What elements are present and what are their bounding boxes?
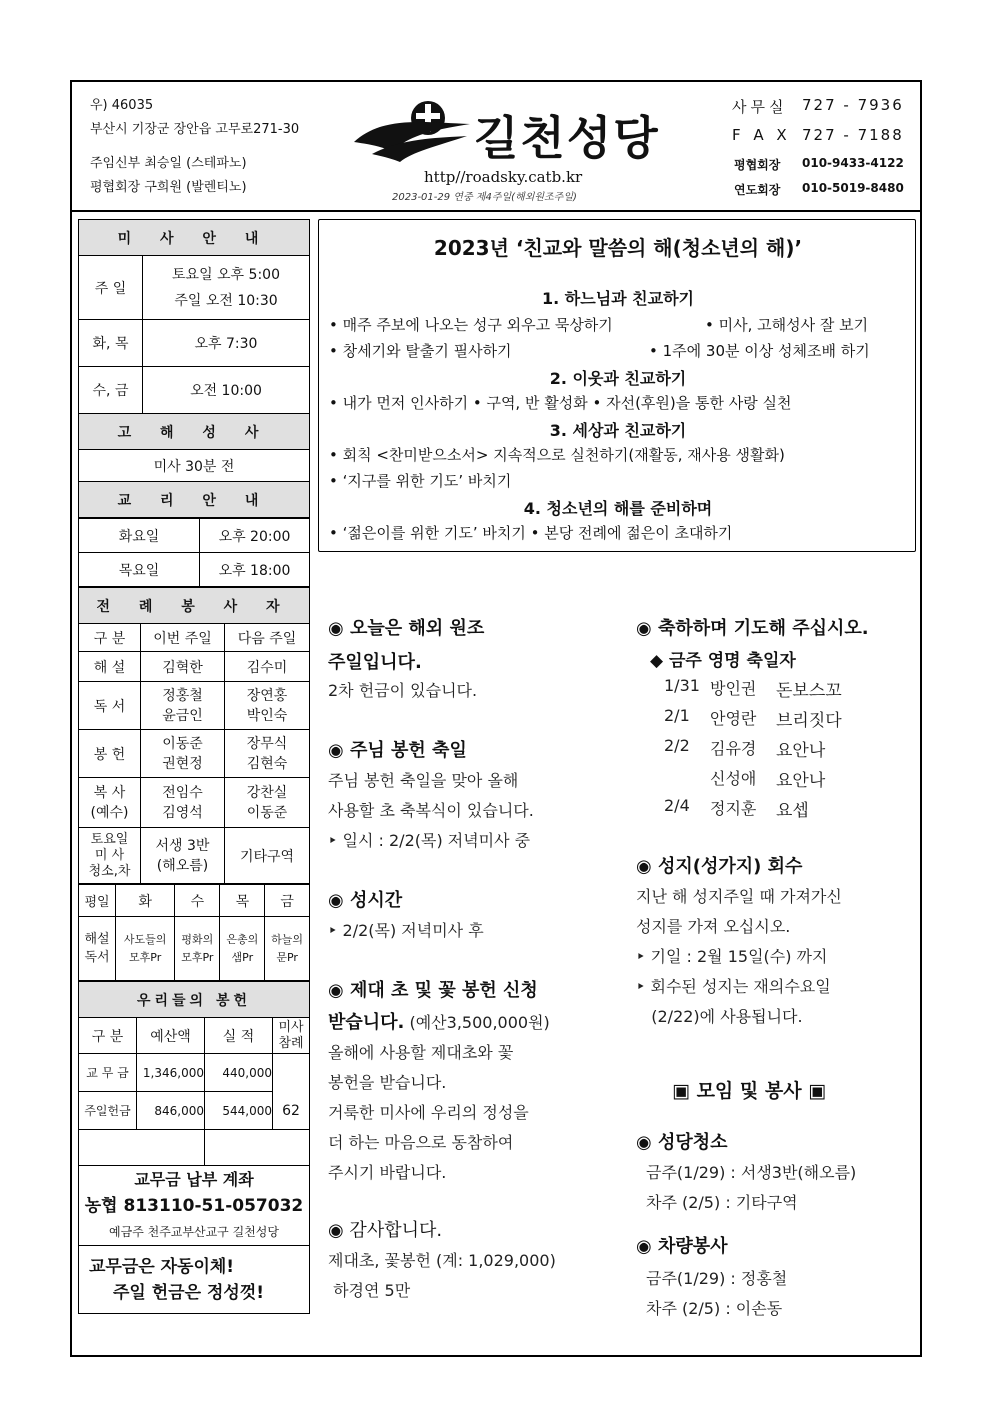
notice-line: 주일 헌금은 정성껏!	[113, 1282, 264, 1303]
presentation-line: 주님 봉헌 축일을 맞아 올해	[328, 771, 519, 790]
confession-text: 미사 30분 전	[79, 450, 310, 482]
theme-item: • 내가 먼저 인사하기 • 구역, 반 활성화 • 자선(후원)을 통한 사랑 실천	[329, 394, 792, 412]
weekday-head: 평일	[79, 885, 116, 917]
fax-label: F A X	[732, 126, 791, 144]
presentation-line: 사용할 초 축복식이 있습니다.	[328, 801, 534, 820]
candle-flower-line: 올해에 사용할 제대초와 꽃	[328, 1043, 514, 1062]
account-holder: 예금주 천주교부산교구 길천성당	[109, 1224, 279, 1239]
mass-time: 토요일 오후 5:00	[172, 266, 280, 283]
theme-section: 1. 하느님과 친교하기	[542, 289, 694, 308]
candle-flower-budget: (예산3,500,000원)	[409, 1013, 550, 1032]
liturgy-this: 서생 3반 (해오름)	[141, 828, 225, 884]
mass-time: 오후 7:30	[143, 320, 310, 367]
offering-budget: 1,346,000	[137, 1054, 205, 1092]
liturgy-next: 장연홍 박인숙	[225, 682, 310, 730]
weekday-val: 사도들의 모후Pr	[116, 917, 175, 981]
attendance: 62	[273, 1054, 310, 1130]
candle-flower-line: 더 하는 마음으로 동참하여	[328, 1133, 514, 1152]
mass-title: 미 사 안 내	[79, 220, 310, 256]
feast-saint: 요안나	[776, 741, 826, 761]
account-title: 교무금 납부 계좌	[134, 1169, 254, 1189]
liturgy-role: 토요일 미 사 청소,차	[79, 828, 141, 884]
theme-section: 4. 청소년의 해를 준비하며	[523, 499, 713, 518]
candle-flower-title: ◉ 제대 초 및 꽃 봉헌 신청	[328, 980, 538, 1001]
feast-date: 2/2	[664, 736, 690, 755]
feast-name: 안영란	[710, 709, 757, 728]
liturgy-role: 봉 헌	[79, 730, 141, 778]
theme-item: • 회칙 <찬미받으소서> 지속적으로 실천하기(재활동, 재사용 생활화)	[329, 446, 785, 464]
year-theme-box	[318, 219, 916, 552]
bulletin-page	[70, 80, 922, 1357]
presentation-feast-title: ◉ 주님 봉헌 축일	[328, 740, 467, 761]
offering-label: 교 무 금	[79, 1054, 137, 1092]
candle-flower-title-2	[328, 1008, 550, 1034]
palm-return-line: 지난 해 성지주일 때 가져가신	[636, 887, 842, 906]
mass-times	[143, 256, 310, 320]
offering-actual: 544,000	[205, 1092, 273, 1130]
liturgy-head: 이번 주일	[141, 624, 225, 652]
theme-item: • 1주에 30분 이상 성체조배 하기	[649, 342, 870, 360]
mass-schedule-table	[78, 219, 310, 518]
autopay-notice	[79, 1246, 310, 1314]
presentation-line: ‣ 일시 : 2/2(목) 저녁미사 중	[328, 831, 531, 850]
thanks-line: 제대초, 꽃봉헌 (계: 1,029,000)	[328, 1251, 556, 1270]
feast-date: 2/4	[664, 796, 690, 815]
offering-title: 우리들의 봉헌	[79, 982, 310, 1018]
theme-item: • ‘지구를 위한 기도’ 바치기	[329, 472, 512, 490]
liturgy-role: 복 사 (예수)	[79, 778, 141, 828]
liturgy-this: 전임수 김영석	[141, 778, 225, 828]
feast-name: 신성애	[710, 769, 757, 788]
website-url[interactable]: http//roadsky.catb.kr	[424, 168, 583, 186]
feast-saint: 요셉	[776, 801, 809, 821]
offering-head: 구 분	[79, 1018, 137, 1054]
council-president: 평협회장 구희원 (발렌티노)	[90, 180, 247, 195]
weekday-val: 은총의 샘Pr	[220, 917, 265, 981]
weekday-head: 목	[220, 885, 265, 917]
feast-name: 정지훈	[710, 799, 757, 818]
feast-saint: 브리짓다	[776, 711, 842, 731]
district-label: 연도회장	[734, 183, 781, 197]
theme-item: • 미사, 고해성사 잘 보기	[705, 316, 869, 334]
theme-item: • 창세기와 탈출기 필사하기	[329, 342, 512, 360]
feast-date: 1/31	[664, 676, 700, 695]
weekday-label: 해설 독서	[79, 917, 116, 981]
issue-date: 2023-01-29 연중 제4주일(해외원조주일)	[392, 192, 577, 203]
church-logo-icon	[352, 94, 472, 166]
weekday-head: 수	[175, 885, 220, 917]
weekday-head: 화	[116, 885, 175, 917]
liturgy-title: 전 례 봉 사 자	[79, 588, 310, 624]
theme-item: • 매주 주보에 나오는 성구 외우고 묵상하기	[329, 316, 613, 334]
office-phone: 727 - 7936	[802, 96, 904, 114]
mass-time: 주일 오전 10:30	[174, 292, 278, 309]
fax-phone: 727 - 7188	[802, 126, 904, 144]
cleaning-title: ◉ 성당청소	[636, 1132, 728, 1153]
offering-actual: 440,000	[205, 1054, 273, 1092]
mass-time: 오전 10:00	[143, 367, 310, 414]
office-label: 사무실	[732, 98, 788, 116]
notice-line: 교무금은 자동이체!	[89, 1256, 235, 1277]
cleaning-line: 차주 (2/5) : 기타구역	[646, 1193, 798, 1212]
overseas-aid-title-2: 주일입니다.	[328, 652, 422, 673]
liturgy-table	[78, 587, 310, 884]
palm-return-line: (2/22)에 사용됩니다.	[636, 1007, 803, 1026]
council-phone: 010-9433-4122	[802, 156, 904, 170]
liturgy-head: 다음 주일	[225, 624, 310, 652]
liturgy-next: 김수미	[225, 652, 310, 682]
empty-cell	[79, 1130, 205, 1166]
liturgy-this: 정홍철 윤금인	[141, 682, 225, 730]
postal-code: 우) 46035	[90, 98, 154, 113]
offering-label: 주일헌금	[79, 1092, 137, 1130]
catechism-day: 화요일	[79, 519, 200, 553]
mass-day: 주 일	[79, 256, 143, 320]
mass-day: 수, 금	[79, 367, 143, 414]
candle-flower-title-text: 받습니다.	[328, 1012, 405, 1033]
address: 부산시 기장군 장안읍 고무로271-30	[90, 122, 300, 137]
catechism-time: 오후 18:00	[200, 553, 310, 587]
offering-head: 실 적	[205, 1018, 273, 1054]
thanks-title: ◉ 감사합니다.	[328, 1220, 443, 1241]
thanks-line: 하경연 5만	[328, 1281, 411, 1300]
mass-day: 화, 목	[79, 320, 143, 367]
palm-return-line: ‣ 기일 : 2월 15일(수) 까지	[636, 947, 828, 966]
feast-subtitle: ◆ 금주 영명 축일자	[650, 651, 796, 671]
palm-return-title: ◉ 성지(성가지) 회수	[636, 856, 803, 877]
pastor: 주임신부 최승일 (스테파노)	[90, 156, 247, 171]
offering-head: 예산액	[137, 1018, 205, 1054]
liturgy-next: 장무식 김현숙	[225, 730, 310, 778]
overseas-aid-title: ◉ 오늘은 해외 원조	[328, 618, 485, 639]
vehicle-line: 차주 (2/5) : 이손동	[646, 1299, 783, 1318]
vehicle-line: 금주(1/29) : 정홍철	[646, 1269, 788, 1288]
liturgy-head: 구 분	[79, 624, 141, 652]
catechism-day: 목요일	[79, 553, 200, 587]
catechism-time: 오후 20:00	[200, 519, 310, 553]
confession-title: 고 해 성 사	[79, 414, 310, 450]
holy-hour-title: ◉ 성시간	[328, 890, 403, 911]
catechism-title: 교 리 안 내	[79, 482, 310, 518]
holy-hour-text: ‣ 2/2(목) 저녁미사 후	[328, 921, 484, 940]
palm-return-line: 성지를 가져 오십시오.	[636, 917, 791, 936]
feast-saint: 요안나	[776, 771, 826, 791]
offering-head: 미사 참례	[273, 1018, 310, 1054]
offering-table	[78, 981, 310, 1314]
liturgy-this: 이동준 권현정	[141, 730, 225, 778]
weekday-val: 평화의 모후Pr	[175, 917, 220, 981]
vehicle-title: ◉ 차량봉사	[636, 1236, 728, 1257]
candle-flower-line: 봉헌을 받습니다.	[328, 1073, 447, 1092]
liturgy-role: 해 설	[79, 652, 141, 682]
church-name: 길천성당	[474, 111, 660, 165]
palm-return-line: ‣ 회수된 성지는 재의수요일	[636, 977, 831, 996]
council-label: 평협회장	[734, 158, 781, 172]
liturgy-next: 기타구역	[225, 828, 310, 884]
celebration-title: ◉ 축하하며 기도해 주십시오.	[636, 618, 869, 639]
feast-name: 김유경	[710, 739, 757, 758]
liturgy-next: 강찬실 이동준	[225, 778, 310, 828]
left-column	[78, 219, 310, 1314]
liturgy-role: 독 서	[79, 682, 141, 730]
account-box	[79, 1166, 310, 1246]
district-phone: 010-5019-8480	[802, 181, 904, 195]
feast-name: 방인권	[710, 679, 757, 698]
liturgy-this: 김혁한	[141, 652, 225, 682]
empty-cell	[205, 1130, 310, 1166]
weekday-val: 하늘의 문Pr	[265, 917, 310, 981]
catechism-table	[78, 518, 310, 587]
weekday-head: 금	[265, 885, 310, 917]
theme-item: • ‘젊은이를 위한 기도’ 바치기 • 본당 전례에 젊은이 초대하기	[329, 524, 733, 542]
overseas-aid-text: 2차 헌금이 있습니다.	[328, 681, 478, 700]
offering-budget: 846,000	[137, 1092, 205, 1130]
header	[72, 82, 920, 212]
theme-section: 3. 세상과 친교하기	[549, 421, 687, 440]
cleaning-line: 금주(1/29) : 서생3반(해오름)	[646, 1163, 857, 1182]
feast-date: 2/1	[664, 706, 690, 725]
theme-title: 2023년 ‘친교와 말씀의 해(청소년의 해)’	[433, 236, 803, 260]
candle-flower-line: 거룩한 미사에 우리의 정성을	[328, 1103, 529, 1122]
theme-section: 2. 이웃과 친교하기	[549, 369, 687, 388]
feast-saint: 돈보스꼬	[776, 681, 842, 701]
weekday-liturgy-table	[78, 884, 310, 981]
account-number: 농협 813110-51-057032	[84, 1195, 304, 1216]
candle-flower-line: 주시기 바랍니다.	[328, 1163, 447, 1182]
meetings-title: ▣ 모임 및 봉사 ▣	[672, 1080, 827, 1102]
